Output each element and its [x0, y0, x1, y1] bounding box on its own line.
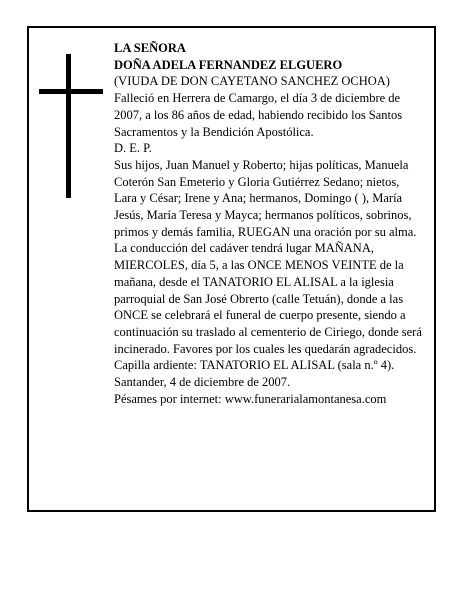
- cross-icon: [39, 54, 103, 198]
- chapel-line: Capilla ardiente: TANATORIO EL ALISAL (sala n.º 4).: [114, 358, 395, 373]
- dep-line: D. E. P.: [114, 141, 152, 156]
- obituary-text: [114, 40, 424, 407]
- condolences-line: Pésames por internet: www.funerarialamontanesa.com: [114, 391, 387, 406]
- cross-horizontal-bar: [39, 89, 103, 94]
- cross-vertical-bar: [66, 54, 71, 198]
- family-paragraph: Sus hijos, Juan Manuel y Roberto; hijas políticas, Manuela Coterón San Emeterio y Gloria Gutiérrez Sedano; nietos, Lara y César; Irene y Ana; hermanos, Domingo ( ), María Jesús, María Teresa y Mayca; hermanos políticos, sobrinos, primos y demás familia, RUEGAN una oración por su alma. La conducción del cadáver tendrá lugar MAÑANA, MIERCOLES, día 5, a las ONCE MENOS VEINTE de la mañana, desde el TANATORIO EL ALISAL a la iglesia parroquial de San José Obrerto (calle Tetuán), donde a las ONCE se celebrará el funeral de cuerpo presente, siendo a continuación su traslado al cementerio de Ciriego, donde será incinerado. Favores por los cuales les quedarán agradecidos.: [114, 157, 422, 356]
- deceased-name: DOÑA ADELA FERNANDEZ ELGUERO: [114, 57, 343, 72]
- date-line: Santander, 4 de diciembre de 2007.: [114, 375, 291, 390]
- death-paragraph: Falleció en Herrera de Camargo, el día 3 de diciembre de 2007, a los 86 años de edad, habiendo recibido los Santos Sacramentos y la Bendición Apostólica.: [114, 91, 403, 139]
- widow-line: (VIUDA DE DON CAYETANO SANCHEZ OCHOA): [114, 74, 390, 89]
- heading-line-1: LA SEÑORA: [114, 41, 186, 55]
